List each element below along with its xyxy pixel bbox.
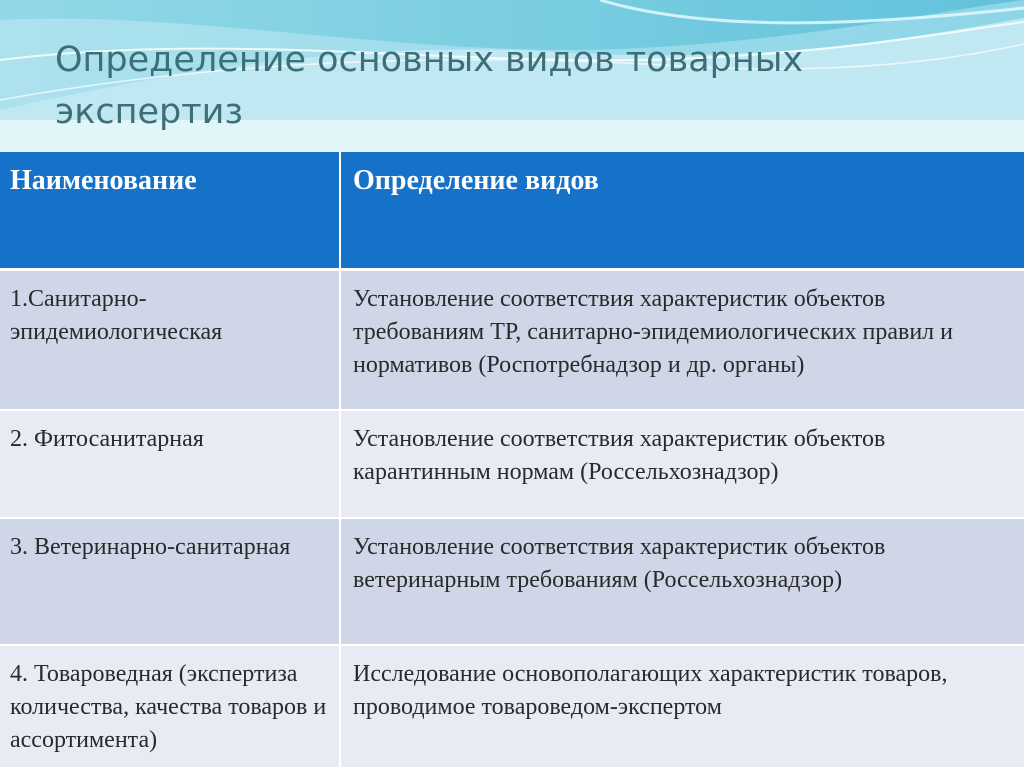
expertise-name-cell: 3. Ветеринарно-санитарная — [0, 518, 340, 645]
expertise-name-cell: 1.Санитарно-эпидемиологическая — [0, 270, 340, 411]
table-row — [0, 645, 1024, 767]
expertise-definition-cell: Установление соответствия характеристик объектов требованиям ТР, санитарно-эпидемиологических правил и нормативов (Роспотребнадзор и др. органы) — [340, 270, 1024, 411]
table-row — [0, 410, 1024, 518]
expertise-definition-cell: Установление соответствия характеристик объектов ветеринарным требованиям (Россельхознадзор) — [340, 518, 1024, 645]
column-header-name: Наименование — [0, 152, 340, 270]
expertise-name-cell: 4. Товароведная (экспертиза количества, качества товаров и ассортимента) — [0, 645, 340, 767]
slide-title: Определение основных видов товарных экспертиз — [55, 40, 804, 132]
expertise-definition-cell: Установление соответствия характеристик объектов карантинным нормам (Россельхознадзор) — [340, 410, 1024, 518]
table-header-row — [0, 152, 1024, 270]
types-table-container — [0, 152, 1024, 767]
table-row — [0, 518, 1024, 645]
expertise-types-table — [0, 152, 1024, 767]
expertise-name-cell: 2. Фитосанитарная — [0, 410, 340, 518]
column-header-definition: Определение видов — [340, 152, 1024, 270]
table-row — [0, 270, 1024, 411]
expertise-definition-cell: Исследование основополагающих характеристик товаров, проводимое товароведом-экспертом — [340, 645, 1024, 767]
